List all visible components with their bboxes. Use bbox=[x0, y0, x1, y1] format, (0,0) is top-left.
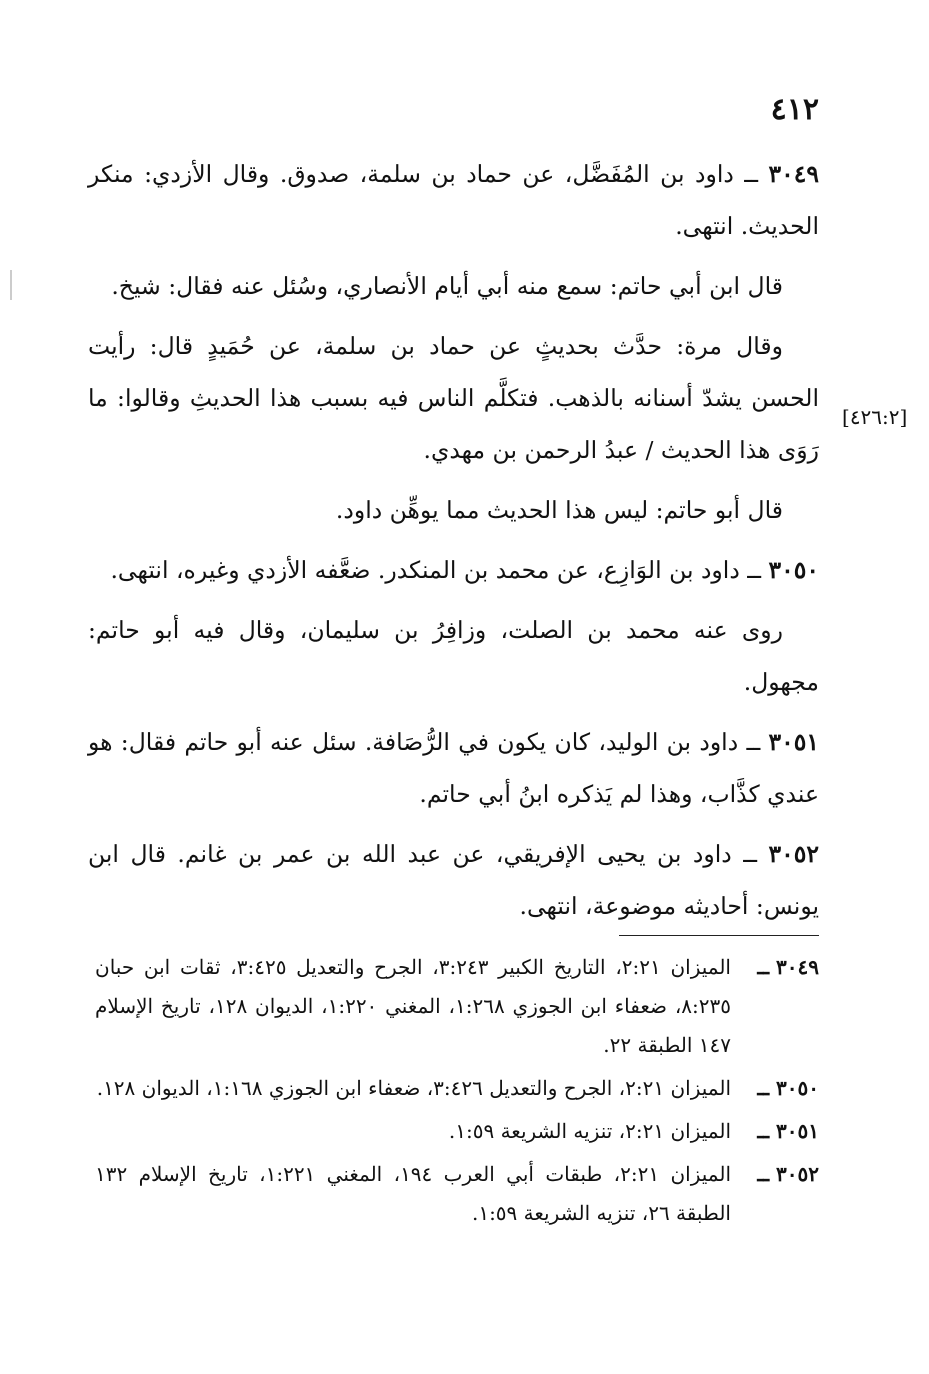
footnote-text: الميزان ٢:٢١، التاريخ الكبير ٣:٢٤٣، الجرح والتعديل ٣:٤٢٥، ثقات ابن حبان ٨:٢٣٥، ضعفاء ابن الجوزي ١:٢٦٨، المغني ١:٢٢٠، الديوان ١٢٨، تاريخ الإسلام ١٤٧ الطبقة ٢٢. bbox=[95, 955, 731, 1057]
footnote-number: ٣٠٥٠ ــ bbox=[757, 1076, 819, 1100]
entry-text: ــ داود بن الوَازِع، عن محمد بن المنكدر. ضعَّفه الأزدي وغيره، انتهى. bbox=[110, 556, 769, 584]
entry-3051 bbox=[88, 716, 819, 820]
paragraph bbox=[88, 604, 819, 708]
entry-number: ٣٠٥٠ bbox=[768, 556, 819, 584]
page-number: ٤١٢ bbox=[770, 92, 819, 127]
paragraph bbox=[88, 484, 819, 536]
main-text bbox=[88, 148, 819, 940]
footnote bbox=[95, 948, 819, 1065]
footnote-number: ٣٠٥١ ــ bbox=[757, 1119, 819, 1143]
paragraph-text: وقال مرة: حدَّث بحديثٍ عن حماد بن سلمة، عن حُمَيدٍ قال: رأيت الحسن يشدّ أسنانه بالذهب. فتكلَّم الناس فيه بسبب هذا الحديثِ وقالوا: ما رَوَى هذا الحديث / عبدُ الرحمن بن مهدي. bbox=[88, 332, 819, 464]
margin-reference: [٤٢٦:٢] bbox=[842, 405, 908, 429]
footnote-number: ٣٠٥٢ ــ bbox=[757, 1162, 819, 1186]
entry-3052 bbox=[88, 828, 819, 932]
footnote-text: الميزان ٢:٢١، تنزيه الشريعة ١:٥٩. bbox=[448, 1119, 731, 1143]
footnote-number: ٣٠٤٩ ــ bbox=[757, 955, 819, 979]
entry-text: ــ داود بن يحيى الإفريقي، عن عبد الله بن عمر بن غانم. قال ابن يونس: أحاديثه موضوعة، انتهى. bbox=[88, 840, 819, 920]
entry-number: ٣٠٤٩ bbox=[768, 160, 819, 188]
entry-text: ــ داود بن الوليد، كان يكون في الرُّصَافة. سئل عنه أبو حاتم فقال: هو عندي كذَّاب، وهذا لم يَذكره ابنُ أبي حاتم. bbox=[88, 728, 819, 808]
entry-3050 bbox=[88, 544, 819, 596]
footnote bbox=[95, 1069, 819, 1108]
entry-text: ــ داود بن المُفَضَّل، عن حماد بن سلمة، صدوق. وقال الأزدي: منكر الحديث. انتهى. bbox=[88, 160, 819, 240]
scan-margin-mark bbox=[10, 270, 12, 300]
paragraph bbox=[88, 320, 819, 476]
footnotes bbox=[95, 948, 819, 1237]
paragraph-text: روى عنه محمد بن الصلت، وزافِرُ بن سليمان، وقال فيه أبو حاتم: مجهول. bbox=[88, 616, 819, 696]
paragraph-text: قال ابن أبي حاتم: سمع منه أبي أيام الأنصاري، وسُئل عنه فقال: شيخ. bbox=[111, 272, 783, 300]
entry-3049 bbox=[88, 148, 819, 252]
footnote-divider bbox=[619, 935, 819, 936]
paragraph bbox=[88, 260, 819, 312]
footnote-text: الميزان ٢:٢١، الجرح والتعديل ٣:٤٢٦، ضعفاء ابن الجوزي ١:١٦٨، الديوان ١٢٨. bbox=[96, 1076, 731, 1100]
footnote bbox=[95, 1155, 819, 1233]
footnote bbox=[95, 1112, 819, 1151]
paragraph-text: قال أبو حاتم: ليس هذا الحديث مما يوهِّن داود. bbox=[335, 496, 783, 524]
entry-number: ٣٠٥٢ bbox=[768, 840, 819, 868]
entry-number: ٣٠٥١ bbox=[768, 728, 819, 756]
footnote-text: الميزان ٢:٢١، طبقات أبي العرب ١٩٤، المغني ١:٢٢١، تاريخ الإسلام ١٣٢ الطبقة ٢٦، تنزيه الشريعة ١:٥٩. bbox=[95, 1162, 731, 1225]
